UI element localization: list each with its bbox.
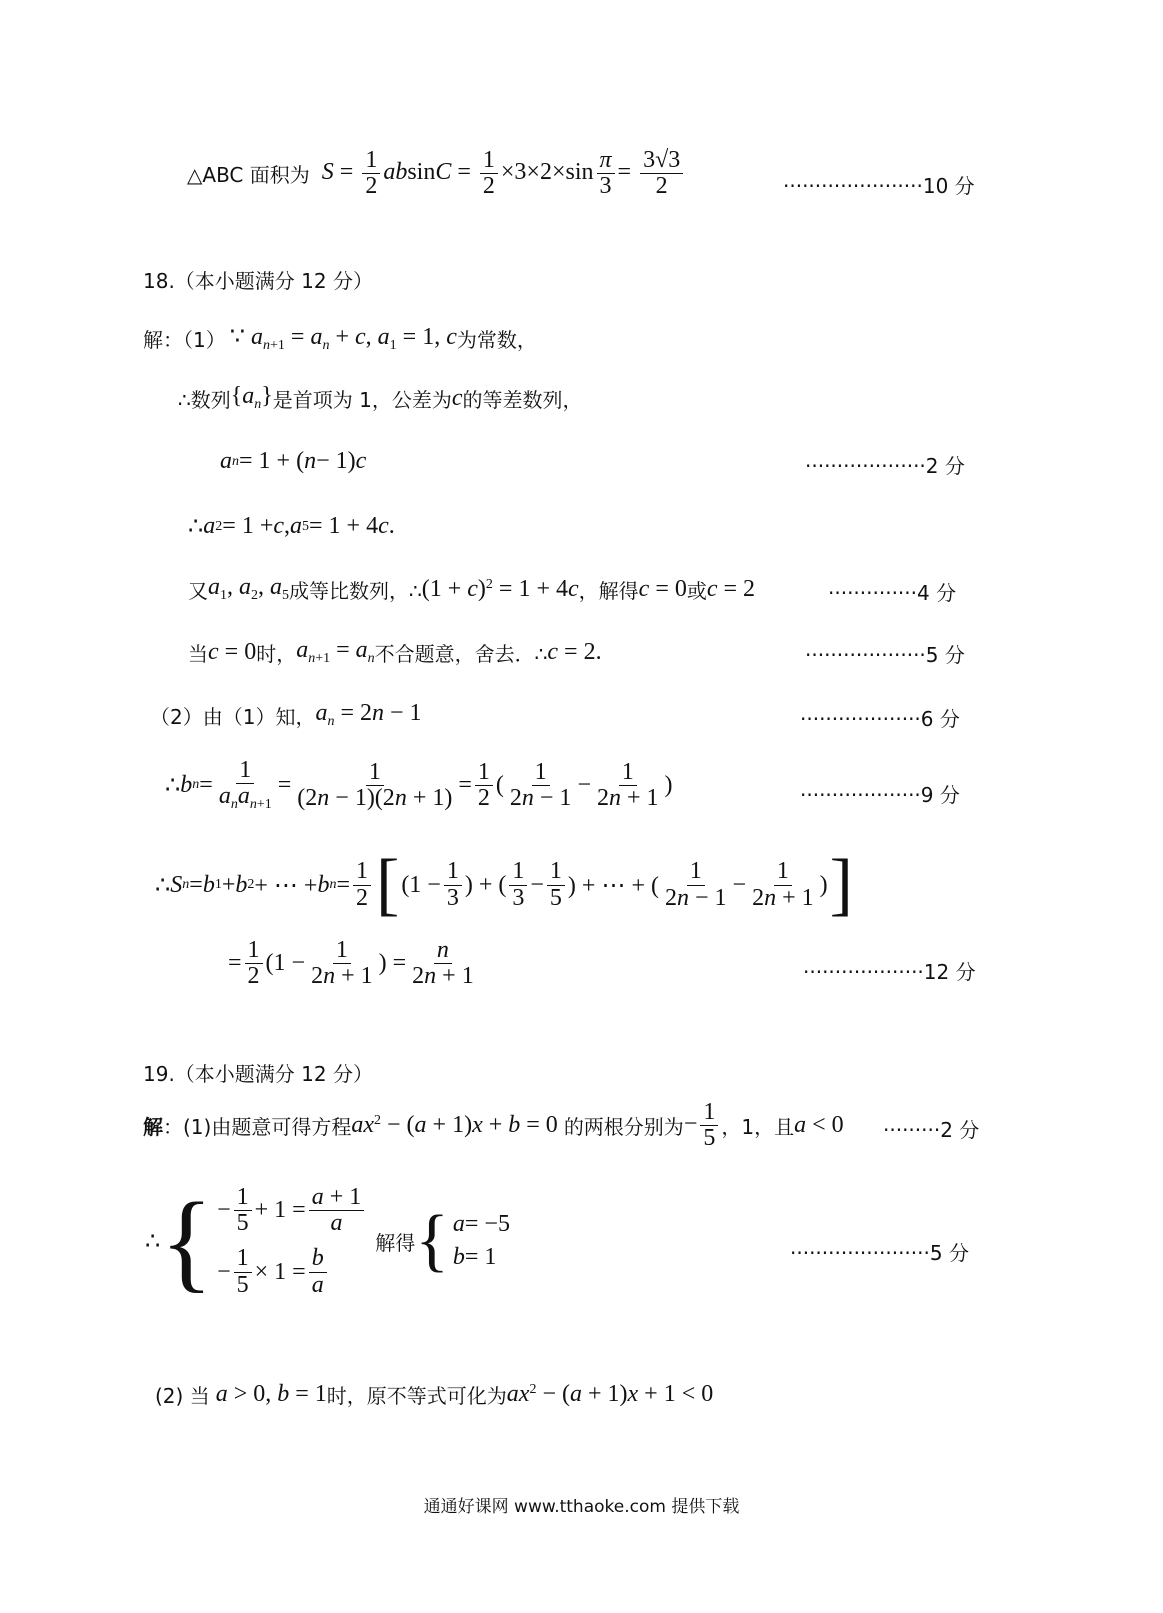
q19-root-frac: − $\frac{1}{5}$	[684, 1100, 722, 1151]
q18-constant-text: 为常数，	[456, 327, 537, 352]
q18-seq-text-b: 是首项为 1，公差为	[272, 387, 452, 412]
score-19-5: ······················5 分	[790, 1241, 969, 1265]
q18-given-math: ∵ $a_{n+1} = a_n + c$, $a_1 = 1$, c	[229, 324, 457, 353]
area-label: △ABC 面积为	[187, 163, 310, 188]
q18-an-eq: $a_{n+1} = a_n$	[296, 637, 375, 666]
area-formula-line	[187, 148, 686, 199]
q18-line-3: a n = 1 + ( n − 1) c	[220, 448, 367, 474]
q18-or-text: 或	[686, 578, 707, 603]
q18-also-text: 又	[188, 578, 208, 603]
q18-reject-text: 不合题意，舍去．∴	[374, 641, 548, 666]
q18-c-var: c	[451, 384, 463, 411]
q19-a-neg: a < 0	[794, 1112, 844, 1139]
q18-header: 18.（本小题满分 12 分）	[143, 269, 373, 293]
q18-seq-text-c: 的等差数列，	[462, 387, 583, 412]
q18-terms-math: $a_1$, $a_2$, $a_5$	[208, 574, 289, 603]
q18-solve-text: ，解得	[578, 578, 639, 603]
q19-line-2	[155, 1380, 713, 1409]
q18-seq-text-a: ∴数列	[178, 387, 231, 412]
q18-line-2	[178, 383, 583, 413]
q18-line-5	[188, 574, 755, 604]
score-2: ···················2 分	[805, 454, 965, 478]
q19-ineq: $ax^2 - (a + 1)x + 1 < 0$	[506, 1381, 714, 1407]
q18-time-text: 时，	[256, 641, 297, 666]
q19-solve-text: 解得	[375, 1230, 416, 1255]
q18-line-9: ∴ S n = b 1 + b 2 + ⋯ + b n = $\frac{1}{2}$ [ (1 − $\frac{1}{3}$ ) + ( $\frac{1}{3}$ − $\frac{1}{5}$ ) + ⋯ + ( $\frac{1}{2n - 1}$ − $\frac{1}{2n + 1}$ ) ]	[155, 846, 853, 923]
q18-seq-math: $\{a_n\}$	[230, 383, 273, 412]
q18-line-7	[150, 700, 422, 730]
q19-cond-math: a > 0, b = 1	[215, 1381, 327, 1407]
q18-final-c: c = 2.	[547, 638, 602, 665]
q19-reduce-text: 时，原不等式可化为	[326, 1384, 507, 1408]
q18-part2-text: （2）由（1）知，	[150, 704, 316, 729]
q18-line-8: ∴ b n = $\frac{1}{a_na_{n+1}}$ = $\frac{1}{(2n - 1)(2n + 1)}$ = $\frac{1}{2}$ ( $\frac{1}{2n - 1}$ − $\frac{1}{2n + 1}$ )	[165, 757, 673, 813]
score-19-2: ·········2 分	[883, 1118, 980, 1142]
score-12: ···················12 分	[803, 960, 976, 984]
q18-line-6	[188, 637, 602, 667]
q19-part2-text: (2) 当	[155, 1384, 210, 1408]
q18-when-c0: c = 0	[208, 638, 257, 665]
score-9: ···················9 分	[800, 783, 960, 807]
q18-c0: c = 0	[638, 575, 687, 602]
q18-geo-text: 成等比数列，∴	[289, 578, 422, 603]
q18-c2: c = 2	[706, 575, 756, 602]
score-10: ······················10 分	[783, 174, 975, 198]
q18-line-4: ∴ a 2 = 1 + c , a 5 = 1 + 4 c .	[188, 513, 395, 540]
q19-header: 19.（本小题满分 12 分）	[143, 1062, 373, 1086]
q18-line-1	[143, 322, 537, 354]
q19-equation: $ax^2 - (a + 1)x + b = 0$	[351, 1112, 558, 1139]
q18-an-formula: $a_n = 2n - 1$	[315, 700, 422, 729]
q19-jie-label: 解	[143, 1115, 163, 1140]
score-4: ··············4 分	[828, 581, 957, 605]
q18-when-text: 当	[188, 641, 208, 666]
area-math: S = $\frac{1}{2}$ absinC = $\frac{1}{2}$ ×3×2×sin $\frac{\pi}{3}$ = $\frac{3√3}{2}$	[322, 148, 687, 199]
q18-line-10: = $\frac{1}{2}$ (1 − $\frac{1}{2n + 1}$ ) = $\frac{n}{2n + 1}$	[228, 937, 474, 990]
footer-watermark: 通通好课网 www.tthaoke.com 提供下载	[423, 1497, 740, 1517]
q18-geo-eq: $(1 + c)^2 = 1 + 4c$	[421, 575, 579, 602]
q18-part1-label: 解：（1）	[143, 327, 226, 352]
q19-system: ∴ { − $\frac{1}{5}$ + 1 = $\frac{a + 1}{a}$ − $\frac{1}{5}$ × 1 = $\frac{b}{a}$ 解得 { a = −5 b = 1	[145, 1180, 510, 1303]
score-5: ···················5 分	[805, 643, 965, 667]
q19-roots-text: 的两根分别为	[563, 1115, 684, 1140]
q19-line-1	[143, 1100, 844, 1151]
q19-part1-text: ：(1)由题意可得方程	[163, 1115, 352, 1140]
q19-and-text: ，1，且	[721, 1115, 795, 1140]
score-6: ···················6 分	[800, 707, 960, 731]
